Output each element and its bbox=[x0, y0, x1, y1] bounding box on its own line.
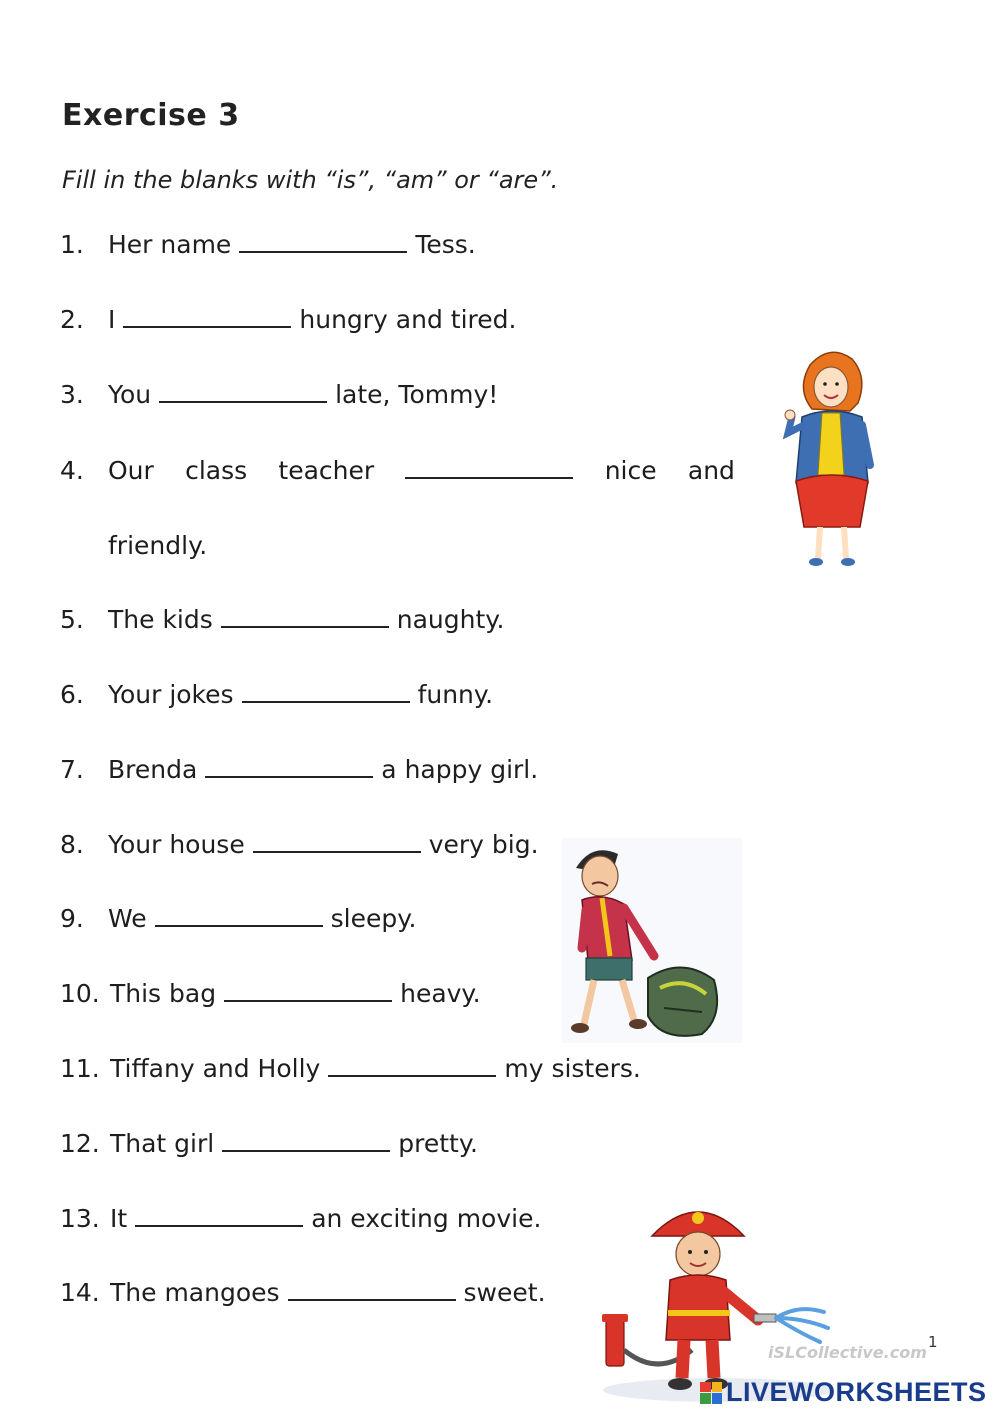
question-10 bbox=[60, 978, 481, 1010]
question-number: 7. bbox=[60, 755, 84, 784]
question-word: teacher bbox=[278, 456, 375, 485]
question-text-before: This bag bbox=[110, 979, 217, 1008]
answer-blank-13[interactable] bbox=[135, 1203, 303, 1227]
question-6 bbox=[60, 679, 493, 711]
question-number: 14. bbox=[60, 1278, 100, 1307]
islcollective-watermark: iSLCollective.com bbox=[768, 1343, 927, 1362]
question-text-after: a happy girl. bbox=[381, 755, 539, 784]
question-text-after: funny. bbox=[417, 680, 494, 709]
question-text-after: late, Tommy! bbox=[335, 380, 499, 409]
question-text-after: sleepy. bbox=[330, 904, 417, 933]
question-text-after: very big. bbox=[428, 830, 539, 859]
question-text-after: Tess. bbox=[415, 230, 476, 259]
question-text-before: It bbox=[110, 1204, 128, 1233]
answer-blank-12[interactable] bbox=[222, 1128, 390, 1152]
answer-blank-2[interactable] bbox=[123, 304, 291, 328]
answer-blank-3[interactable] bbox=[159, 379, 327, 403]
question-number: 5. bbox=[60, 605, 84, 634]
answer-blank-1[interactable] bbox=[239, 229, 407, 253]
question-text-before: You bbox=[108, 380, 152, 409]
question-number: 3. bbox=[60, 380, 84, 409]
question-number: 1. bbox=[60, 230, 84, 259]
question-continuation: friendly. bbox=[108, 531, 208, 560]
liveworksheets-logo[interactable] bbox=[700, 1377, 987, 1408]
question-text-before: The mangoes bbox=[110, 1278, 280, 1307]
question-7 bbox=[60, 754, 538, 786]
question-4 bbox=[60, 455, 735, 560]
question-number: 13. bbox=[60, 1204, 100, 1233]
question-text-before: That girl bbox=[110, 1129, 215, 1158]
boy-with-backpack-illustration bbox=[562, 838, 742, 1043]
question-number: 10. bbox=[60, 979, 100, 1008]
teacher-illustration bbox=[782, 345, 882, 570]
question-text-after: hungry and tired. bbox=[299, 305, 517, 334]
page-number: 1 bbox=[928, 1333, 938, 1351]
question-2 bbox=[60, 304, 516, 336]
question-text-after: sweet. bbox=[463, 1278, 546, 1307]
exercise-title: Exercise 3 bbox=[62, 98, 240, 133]
question-text-after: pretty. bbox=[398, 1129, 478, 1158]
question-text-before: Your house bbox=[108, 830, 245, 859]
answer-blank-8[interactable] bbox=[253, 829, 421, 853]
question-number: 6. bbox=[60, 680, 84, 709]
question-text-before: Brenda bbox=[108, 755, 198, 784]
question-1 bbox=[60, 229, 476, 261]
question-number: 12. bbox=[60, 1129, 100, 1158]
liveworksheets-logo-text: LIVEWORKSHEETS bbox=[726, 1377, 987, 1407]
question-text-after: heavy. bbox=[400, 979, 481, 1008]
question-number: 4. bbox=[60, 456, 84, 485]
firefighter-illustration bbox=[598, 1200, 833, 1405]
question-11 bbox=[60, 1053, 641, 1085]
answer-blank-5[interactable] bbox=[221, 604, 389, 628]
question-3 bbox=[60, 379, 498, 411]
question-number: 9. bbox=[60, 904, 84, 933]
question-12 bbox=[60, 1128, 478, 1160]
answer-blank-9[interactable] bbox=[155, 903, 323, 927]
question-word: Our bbox=[108, 456, 154, 485]
answer-blank-6[interactable] bbox=[242, 679, 410, 703]
answer-blank-7[interactable] bbox=[205, 754, 373, 778]
question-word: and bbox=[687, 456, 735, 485]
question-14 bbox=[60, 1277, 546, 1309]
question-text-before: Your jokes bbox=[108, 680, 234, 709]
answer-blank-4[interactable] bbox=[405, 455, 573, 479]
question-word: class bbox=[185, 456, 248, 485]
question-text-before: We bbox=[108, 904, 147, 933]
question-9 bbox=[60, 903, 416, 935]
liveworksheets-logo-icon bbox=[700, 1382, 722, 1404]
question-text-before: Her name bbox=[108, 230, 232, 259]
question-text-after: naughty. bbox=[396, 605, 505, 634]
question-number: 2. bbox=[60, 305, 84, 334]
question-text-after: an exciting movie. bbox=[311, 1204, 542, 1233]
question-text-before: The kids bbox=[108, 605, 213, 634]
answer-blank-11[interactable] bbox=[328, 1053, 496, 1077]
instruction-text: Fill in the blanks with “is”, “am” or “are”. bbox=[62, 166, 559, 194]
question-text-before: Tiffany and Holly bbox=[110, 1054, 321, 1083]
question-text-before: I bbox=[108, 305, 116, 334]
question-5 bbox=[60, 604, 504, 636]
question-13 bbox=[60, 1203, 541, 1235]
question-word: nice bbox=[604, 456, 657, 485]
answer-blank-10[interactable] bbox=[224, 978, 392, 1002]
answer-blank-14[interactable] bbox=[288, 1277, 456, 1301]
question-number: 11. bbox=[60, 1054, 100, 1083]
question-number: 8. bbox=[60, 830, 84, 859]
question-8 bbox=[60, 829, 539, 861]
question-text-after: my sisters. bbox=[504, 1054, 641, 1083]
